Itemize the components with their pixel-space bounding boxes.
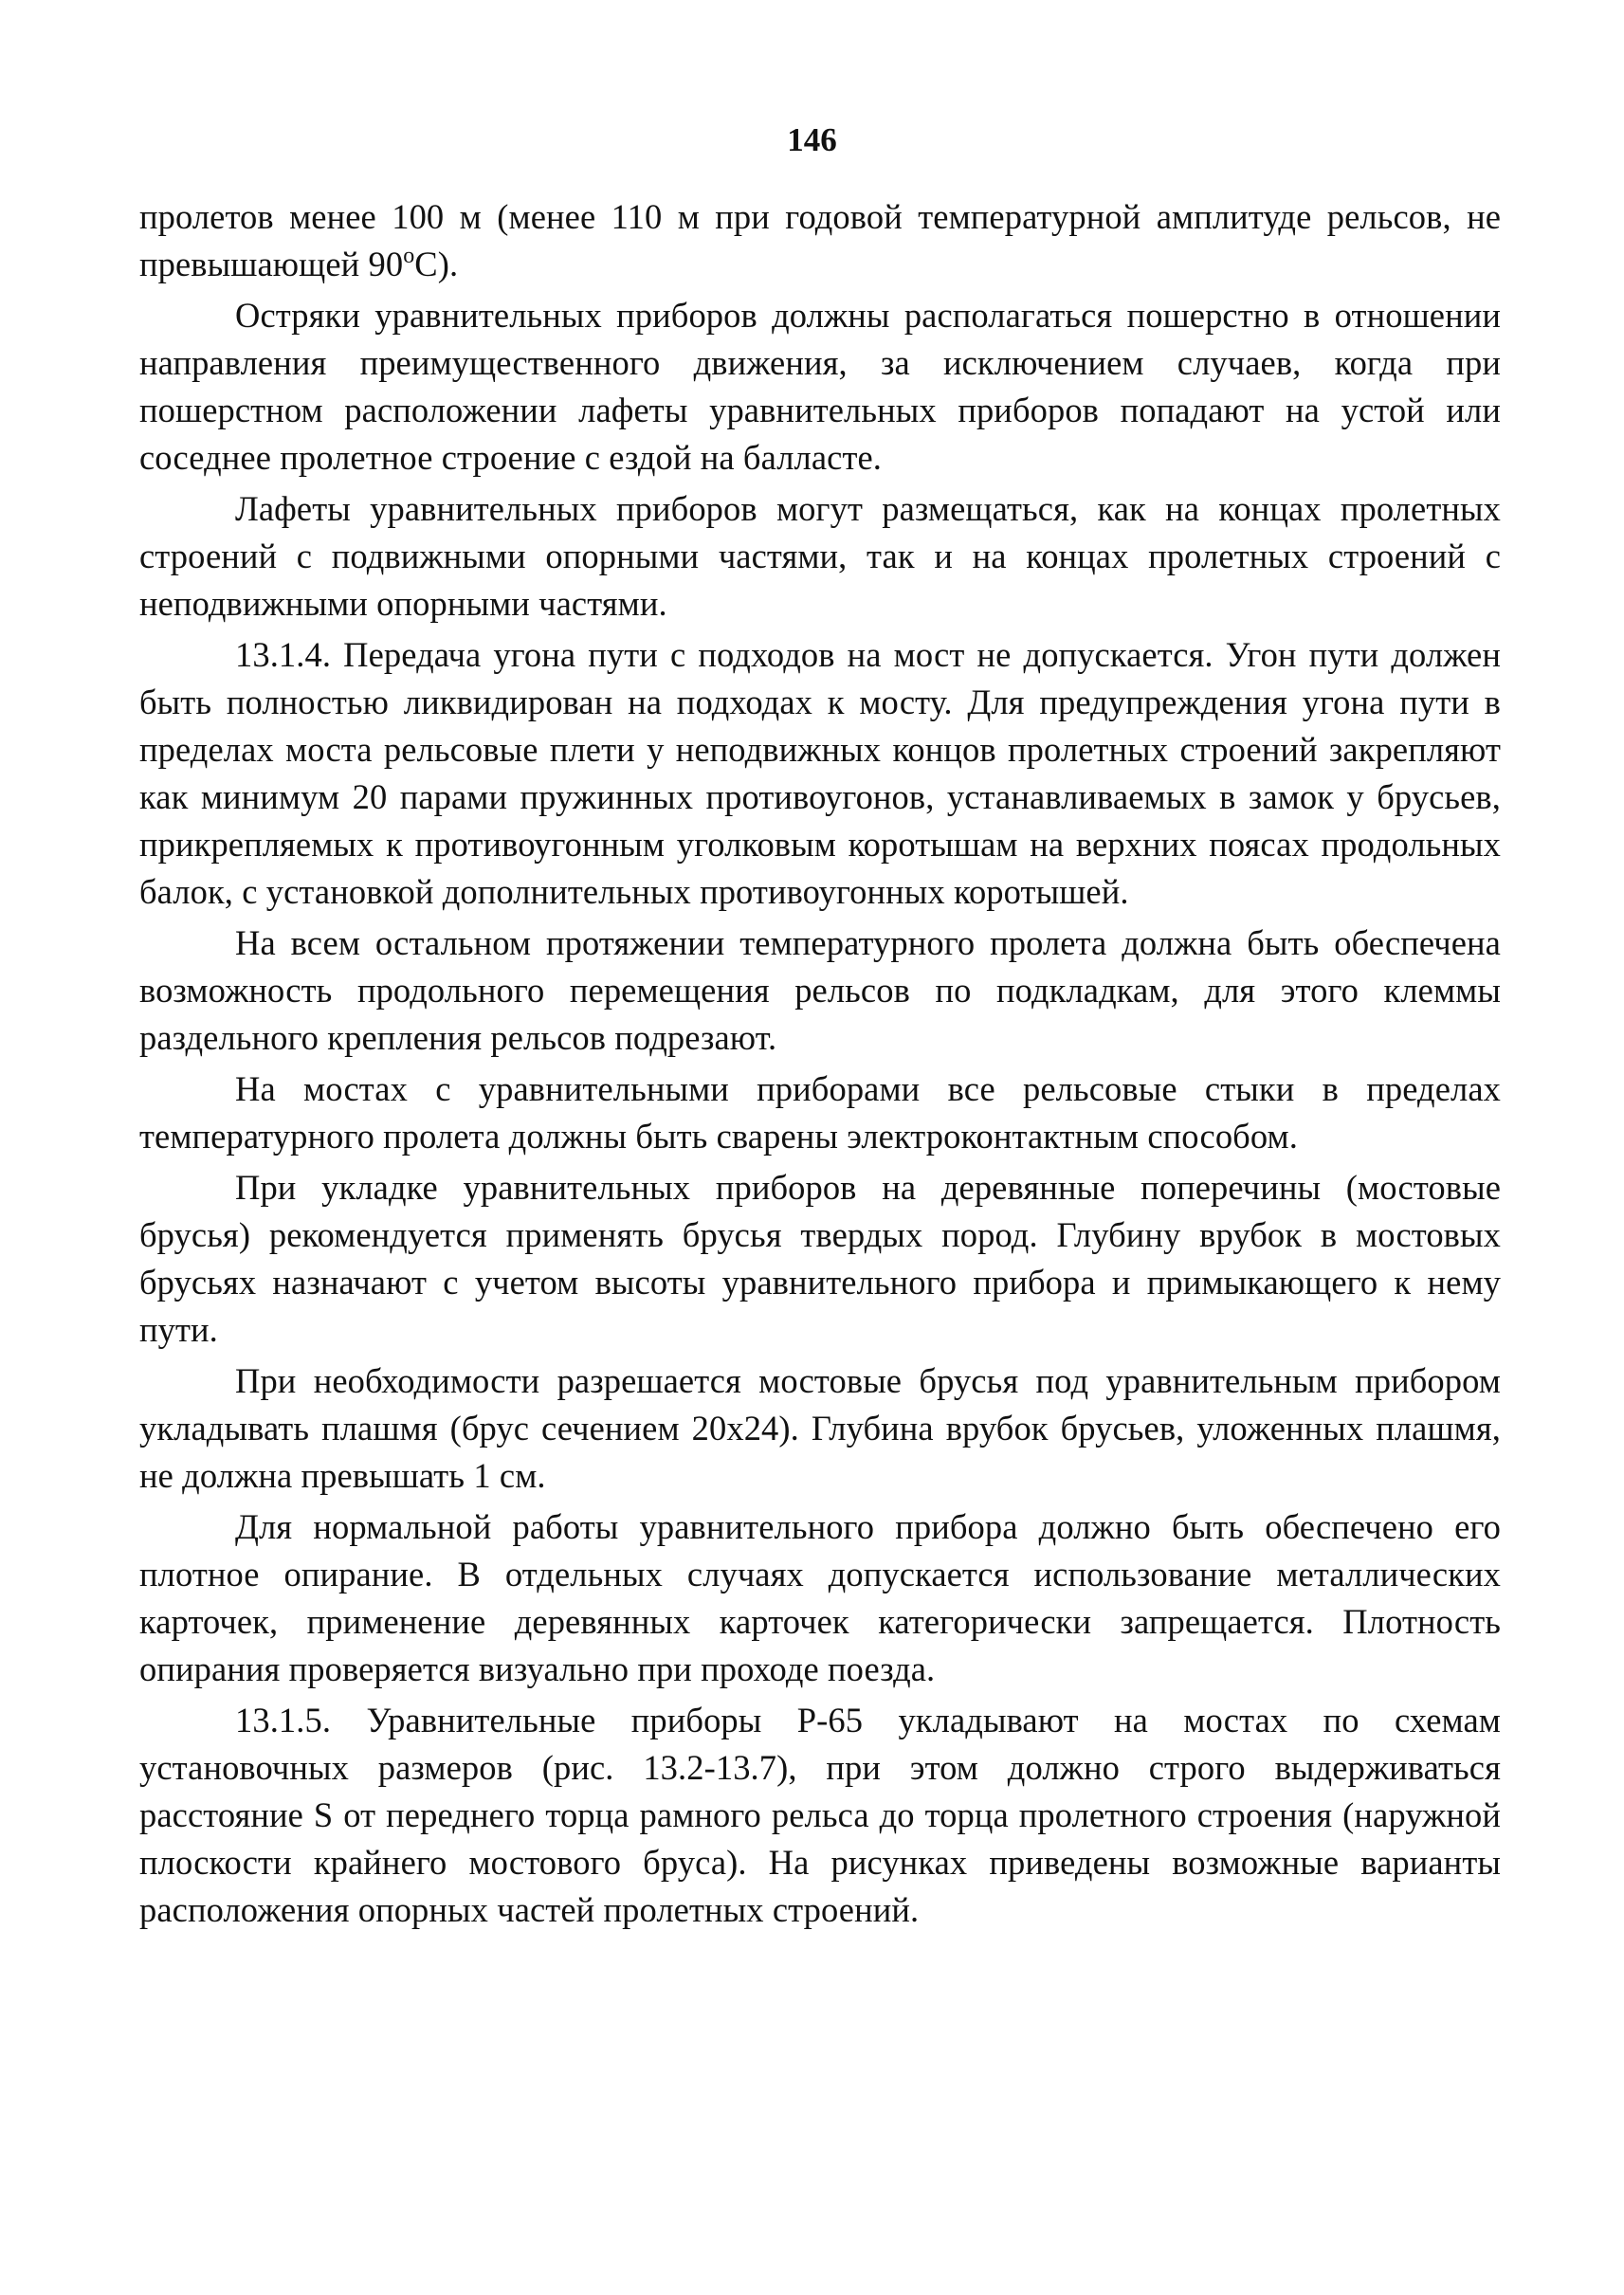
paragraph: При необходимости разрешается мостовые брусья под уравнительным прибором укладывать плашмя (брус сечением 20х24). Глубина врубок брусьев, уложенных плашмя, не должна превышать 1 см.: [139, 1361, 1501, 1495]
paragraph: Лафеты уравнительных приборов могут размещаться, как на концах пролетных строений с подвижными опорными частями, так и на концах пролетных строений с неподвижными опорными частями.: [139, 489, 1501, 623]
paragraph: Остряки уравнительных приборов должны располагаться пошерстно в отношении направления преимущественного движения, за исключением случаев, когда при пошерстном расположении лафеты уравнительных приборов попадают на устой или соседнее пролетное строение с ездой на балласте.: [139, 296, 1501, 477]
paragraph-text-end: С).: [414, 245, 459, 283]
paragraph: На всем остальном протяжении температурного пролета должна быть обеспечена возможность продольного перемещения рельсов по подкладкам, для этого клеммы раздельного крепления рельсов подрезают.: [139, 923, 1501, 1057]
paragraph-section-13-1-5: 13.1.5. Уравнительные приборы Р-65 укладывают на мостах по схемам установочных размеров (рис. 13.2-13.7), при этом должно строго выдерживаться расстояние S от переднего торца рамного рельса до торца пролетного строения (наружной плоскости крайнего мостового бруса). На рисунках приведены возможные варианты расположения опорных частей пролетных строений.: [139, 1701, 1501, 1929]
degree-superscript: о: [403, 244, 415, 268]
paragraph-text: пролетов менее 100 м (менее 110 м при годовой температурной амплитуде рельсов, не превышающей 90: [139, 197, 1501, 283]
paragraph-continuation: [139, 193, 1501, 288]
document-body: [139, 193, 1501, 1938]
paragraph: При укладке уравнительных приборов на деревянные поперечины (мостовые брусья) рекомендуется применять брусья твердых пород. Глубину врубок в мостовых брусьях назначают с учетом высоты уравнительного прибора и примыкающего к нему пути.: [139, 1168, 1501, 1349]
paragraph: Для нормальной работы уравнительного прибора должно быть обеспечено его плотное опирание. В отдельных случаях допускается использование металлических карточек, применение деревянных карточек категорически запрещается. Плотность опирания проверяется визуально при проходе поезда.: [139, 1507, 1501, 1688]
paragraph-section-13-1-4: 13.1.4. Передача угона пути с подходов на мост не допускается. Угон пути должен быть полностью ликвидирован на подходах к мосту. Для предупреждения угона пути в пределах моста рельсовые плети у неподвижных концов пролетных строений закрепляют как минимум 20 парами пружинных противоугонов, устанавливаемых в замок у брусьев, прикрепляемых к противоугонным уголковым коротышам на верхних поясах продольных балок, с установкой дополнительных противоугонных коротышей.: [139, 635, 1501, 911]
page-number: 146: [787, 121, 837, 158]
paragraph: На мостах с уравнительными приборами все рельсовые стыки в пределах температурного пролета должны быть сварены электроконтактным способом.: [139, 1069, 1501, 1156]
